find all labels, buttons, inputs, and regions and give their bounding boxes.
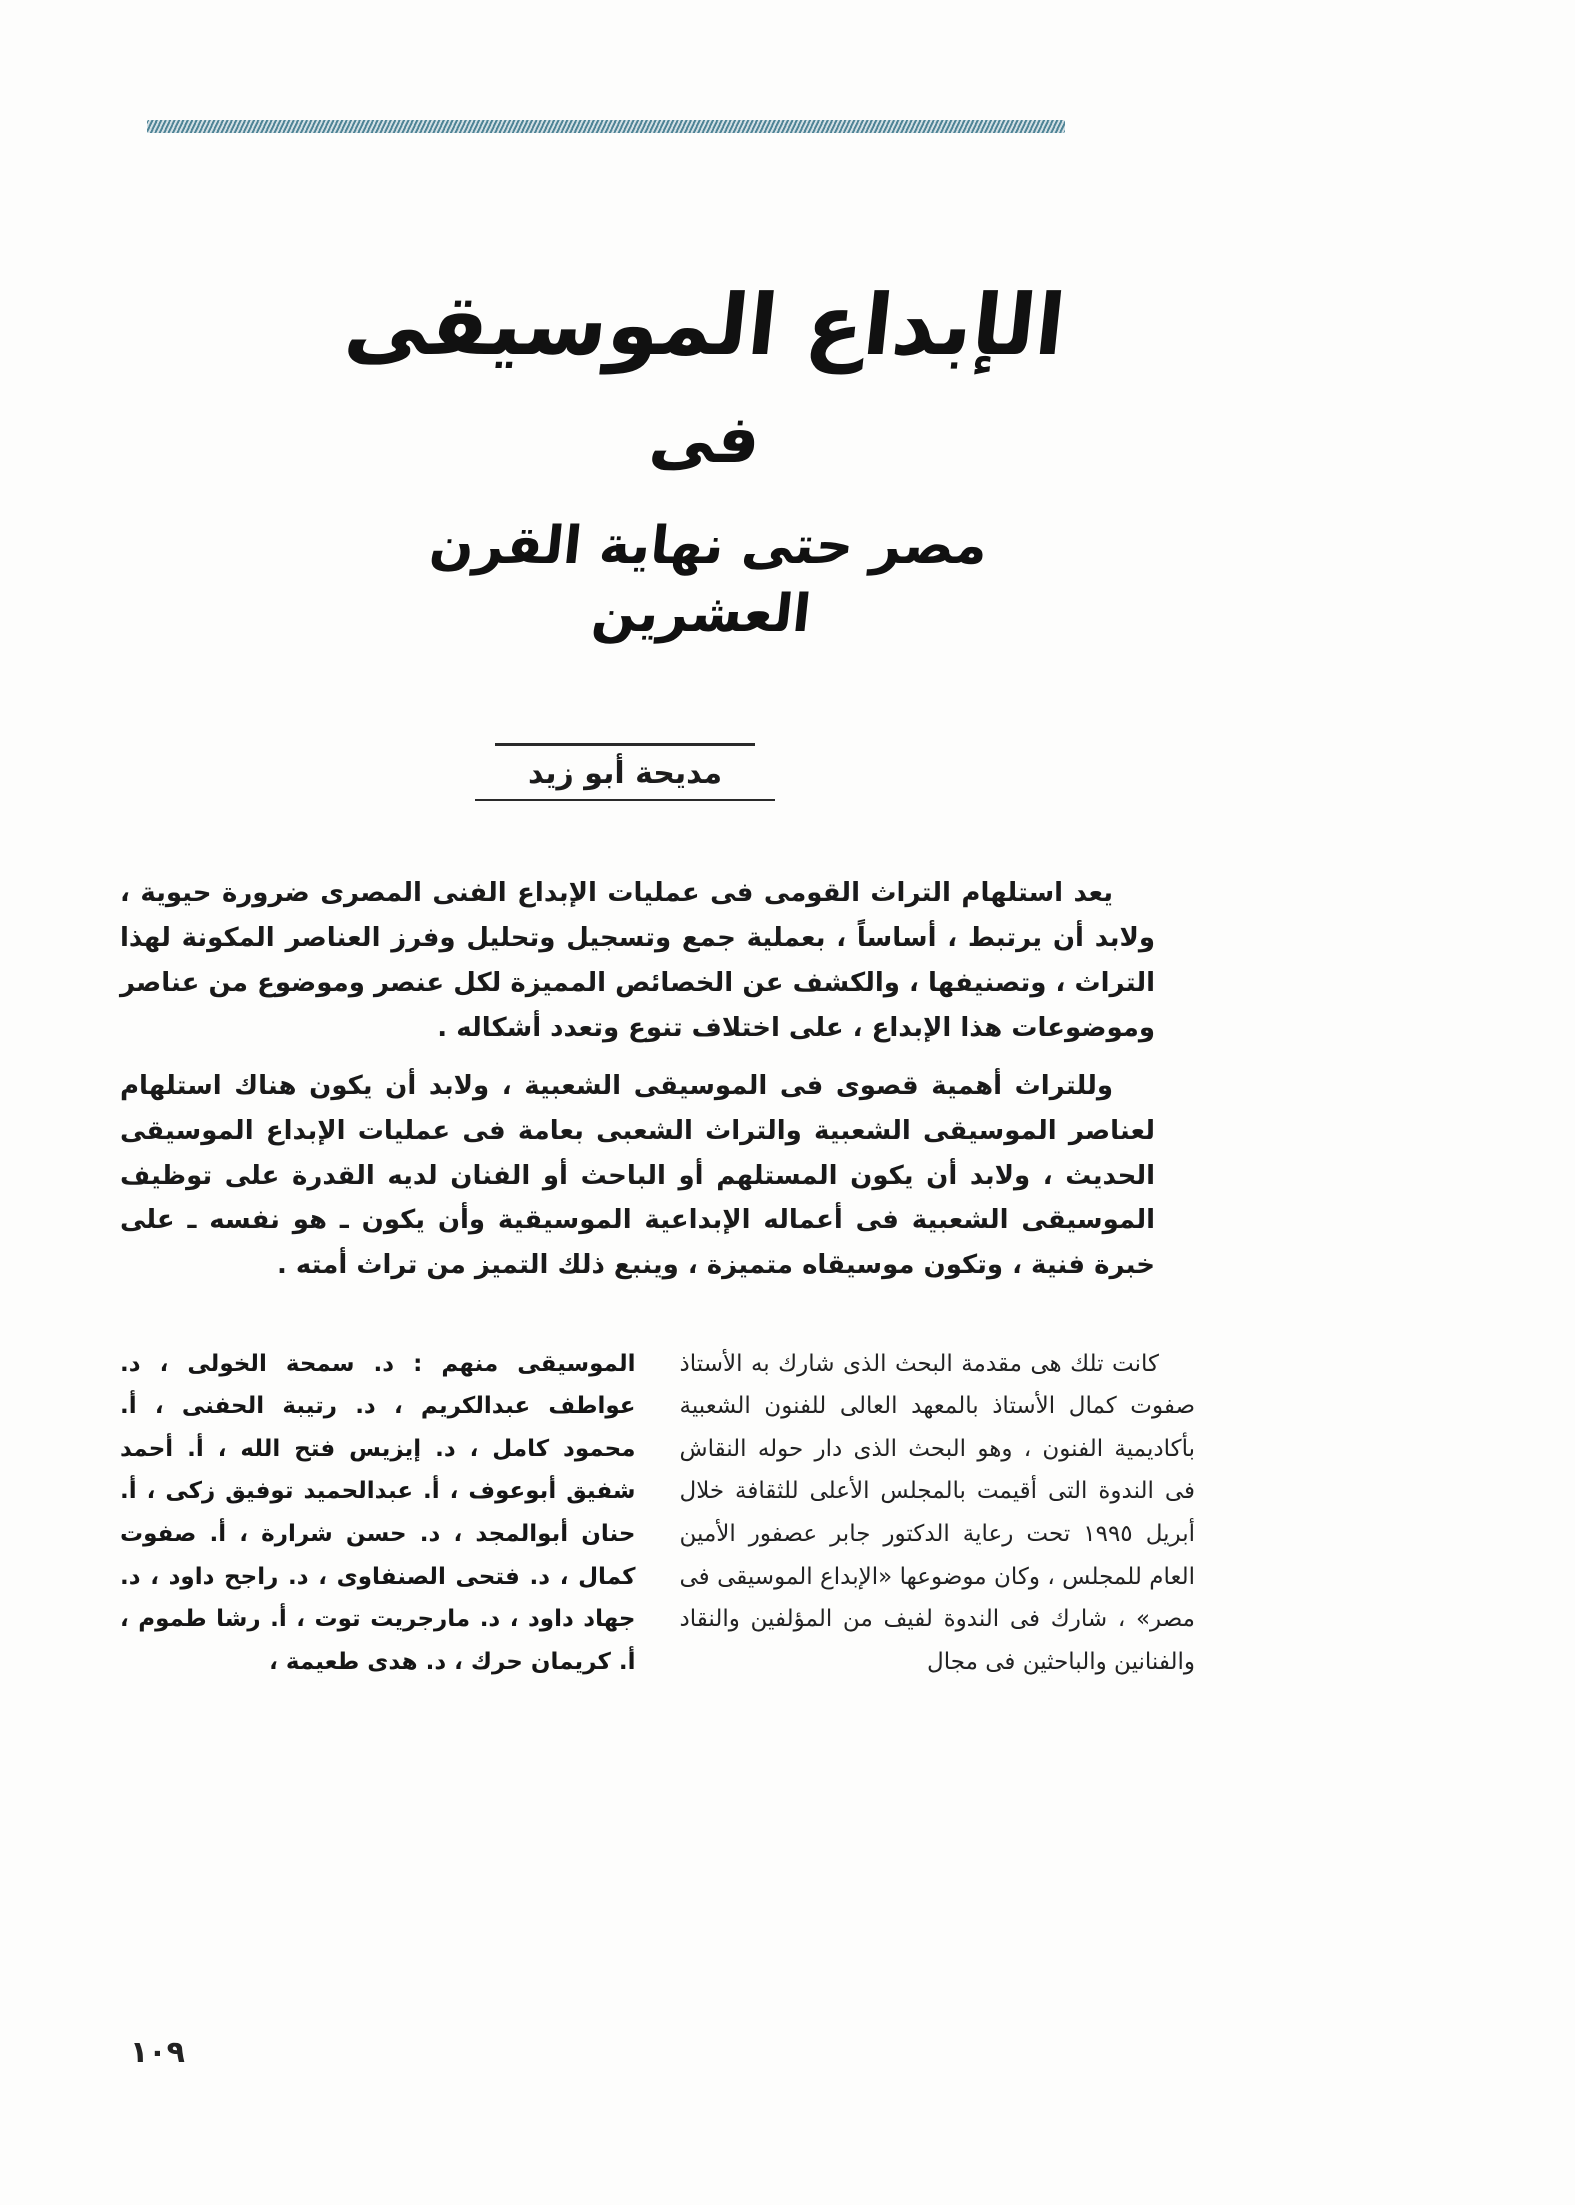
intro-section xyxy=(120,871,1155,1287)
two-column-section xyxy=(120,1343,1195,1683)
title-line-1: الإبداع الموسيقى xyxy=(340,276,1070,374)
intro-paragraph-2: وللتراث أهمية قصوى فى الموسيقى الشعبية ، ولابد أن يكون هناك استلهام لعناصر الموسيقى الشعبية والتراث الشعبى بعامة فى عمليات الإبداع الموسيقى الحديث ، ولابد أن يكون المستلهم أو الباحث أو الفنان لديه القدرة على توظيف الموسيقى الشعبية فى أعماله الإبداعية الموسيقية وأن يكون ـ هو نفسه ـ على خبرة فنية ، وتكون موسيقاه متميزة ، وينبع ذلك التميز من تراث أمته . xyxy=(120,1071,1155,1281)
article-title xyxy=(325,273,1085,648)
decorative-hatch-band xyxy=(147,120,1065,133)
column-left-text: الموسيقى منهم : د. سمحة الخولى ، د. عواطف عبدالكريم ، د. رتيبة الحفنى ، أ. محمود كامل ، د. إيزيس فتح الله ، أ. أحمد شفيق أبوعوف ، أ. عبدالحميد توفيق زكى ، أ. حنان أبوالمجد ، د. حسن شرارة ، أ. صفوت كمال ، د. فتحى الصنفاوى ، د. راجح داود ، د. جهاد داود ، د. مارجريت توت ، أ. رشا طموم ، أ. كريمان حرك ، د. هدى طعيمة ، xyxy=(120,1350,636,1675)
title-line-2: فى xyxy=(645,401,765,478)
author-name: مديحة أبو زيد xyxy=(527,756,723,792)
intro-paragraph-1: يعد استلهام التراث القومى فى عمليات الإبداع الفنى المصرى ضرورة حيوية ، ولابد أن يرتبط ، أساساً ، بعملية جمع وتسجيل وتحليل وفرز العناصر المكونة لهذا التراث ، وتصنيفها ، والكشف عن الخصائص المميزة لكل عنصر وموضوع من عناصر وموضوعات هذا الإبداع ، على اختلاف تنوع وتعدد أشكاله . xyxy=(120,878,1155,1043)
page-number: ١٠٩ xyxy=(130,2035,185,2070)
column-right xyxy=(680,1343,1196,1683)
author-block xyxy=(475,743,775,801)
title-line-3: مصر حتى نهاية القرن العشرين xyxy=(426,516,991,644)
column-left xyxy=(120,1343,636,1683)
column-right-text: كانت تلك هى مقدمة البحث الذى شارك به الأستاذ صفوت كمال الأستاذ بالمعهد العالى للفنون الشعبية بأكاديمية الفنون ، وهو البحث الذى دار حوله النقاش فى الندوة التى أقيمت بالمجلس الأعلى للثقافة خلال أبريل ١٩٩٥ تحت رعاية الدكتور جابر عصفور الأمين العام للمجلس ، وكان موضوعها «الإبداع الموسيقى فى مصر» ، شارك فى الندوة لفيف من المؤلفين والنقاد والفنانين والباحثين فى مجال xyxy=(679,1350,1195,1675)
author-rule-bottom xyxy=(475,799,775,801)
page-content xyxy=(120,120,1195,1683)
